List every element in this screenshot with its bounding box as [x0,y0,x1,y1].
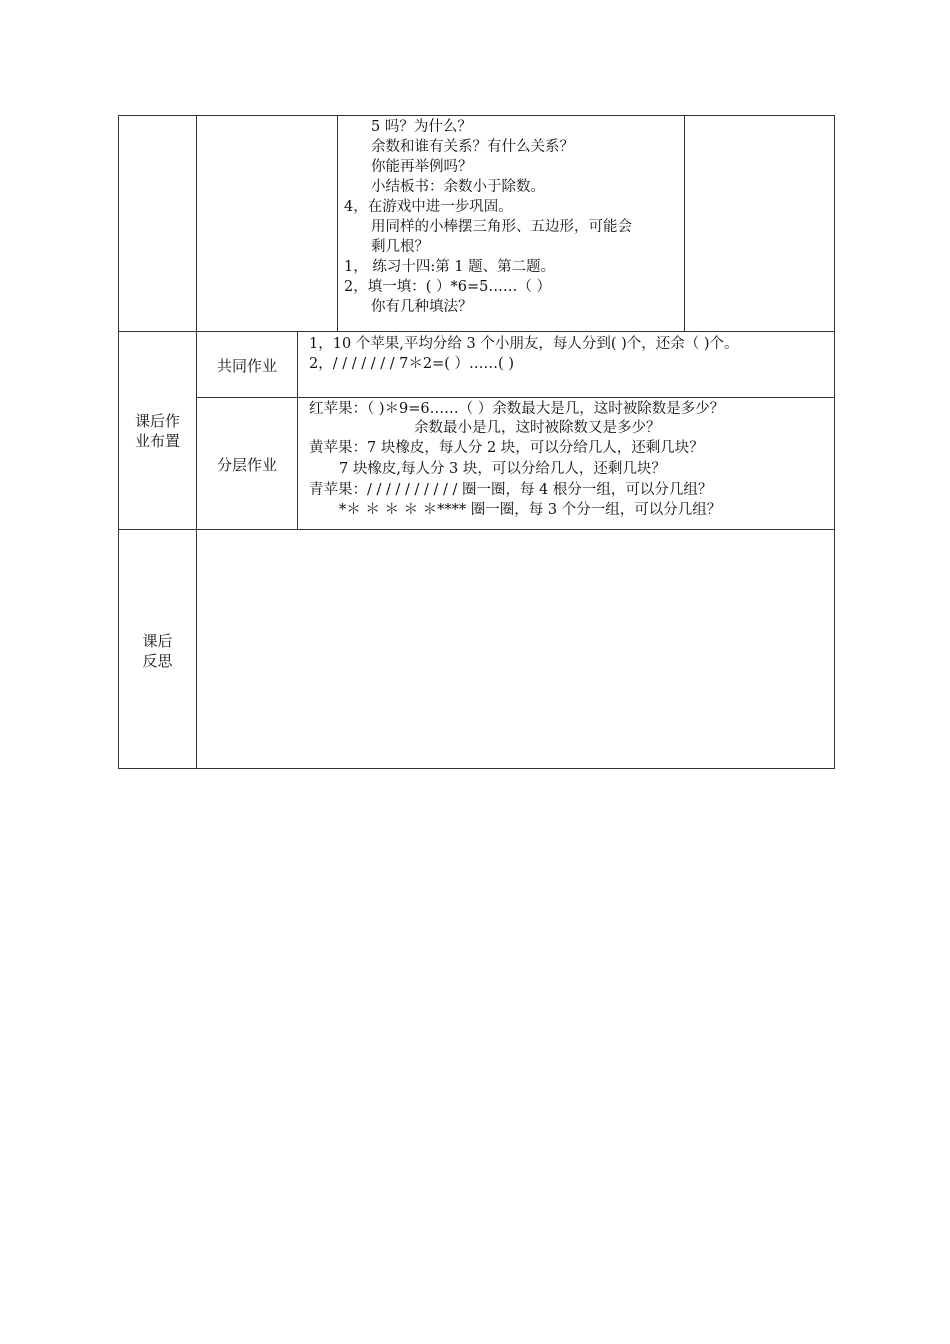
homework-label [118,411,197,451]
tiered-homework-line-5: 青苹果：/ / / / / / / / / / 圈一圈，每 4 根分一组，可以分几组？ [309,482,713,498]
row-divider-top [118,331,835,332]
tiered-homework-label: 分层作业 [216,456,277,474]
column-divider-homework [297,331,298,529]
reflection-content-area[interactable] [198,531,834,767]
process-line-4: 小结板书：余数小于除数。 [371,179,545,195]
process-line-1: 5 吗？为什么？ [371,119,472,135]
homework-label-line-2: 业布置 [134,432,180,450]
reflection-label-line-1: 课后 [142,632,173,650]
process-line-10: 你有几种填法？ [371,299,473,315]
row-divider-reflection [118,529,835,530]
process-line-6: 用同样的小棒摆三角形、五边形，可能会 [371,219,632,235]
tiered-homework-line-2: 余数最小是几，这时被除数又是多少？ [414,420,661,436]
tiered-homework-line-3: 黄苹果：7 块橡皮，每人分 2 块，可以分给几人，还剩几块？ [309,440,704,456]
column-divider-top-mid [337,115,338,331]
column-divider-top-right [684,115,685,331]
homework-label-line-1: 课后作 [134,412,180,430]
tiered-homework-line-1: 红苹果：（ )＊9=6……（ ）余数最大是几，这时被除数是多少？ [309,401,725,417]
common-homework-label: 共同作业 [216,357,277,375]
process-line-5: 4，在游戏中进一步巩固。 [344,199,513,215]
tiered-homework-line-4: 7 块橡皮,每人分 3 块，可以分给几人，还剩几块？ [339,461,666,477]
process-line-8: 1， 练习十四:第 1 题、第二题。 [344,259,556,275]
common-homework-line-2: 2，/ / / / / / / 7＊2=( ）……( ) [309,356,514,372]
reflection-label-line-2: 反思 [142,652,173,670]
row-divider-homework-inner [197,397,835,398]
reflection-label [118,631,197,671]
common-homework-line-1: 1，10 个苹果,平均分给 3 个小朋友，每人分到( )个，还余（ )个。 [309,336,739,352]
process-line-3: 你能再举例吗？ [371,159,473,175]
process-line-7: 剩几根？ [371,239,429,255]
tiered-homework-line-6: *＊ ＊ ＊ ＊ ＊**** 圈一圈，每 3 个分一组，可以分几组？ [339,502,722,518]
process-line-2: 余数和谁有关系？有什么关系？ [371,139,574,155]
process-line-9: 2，填一填：( ）*6=5……（ ） [344,279,551,295]
